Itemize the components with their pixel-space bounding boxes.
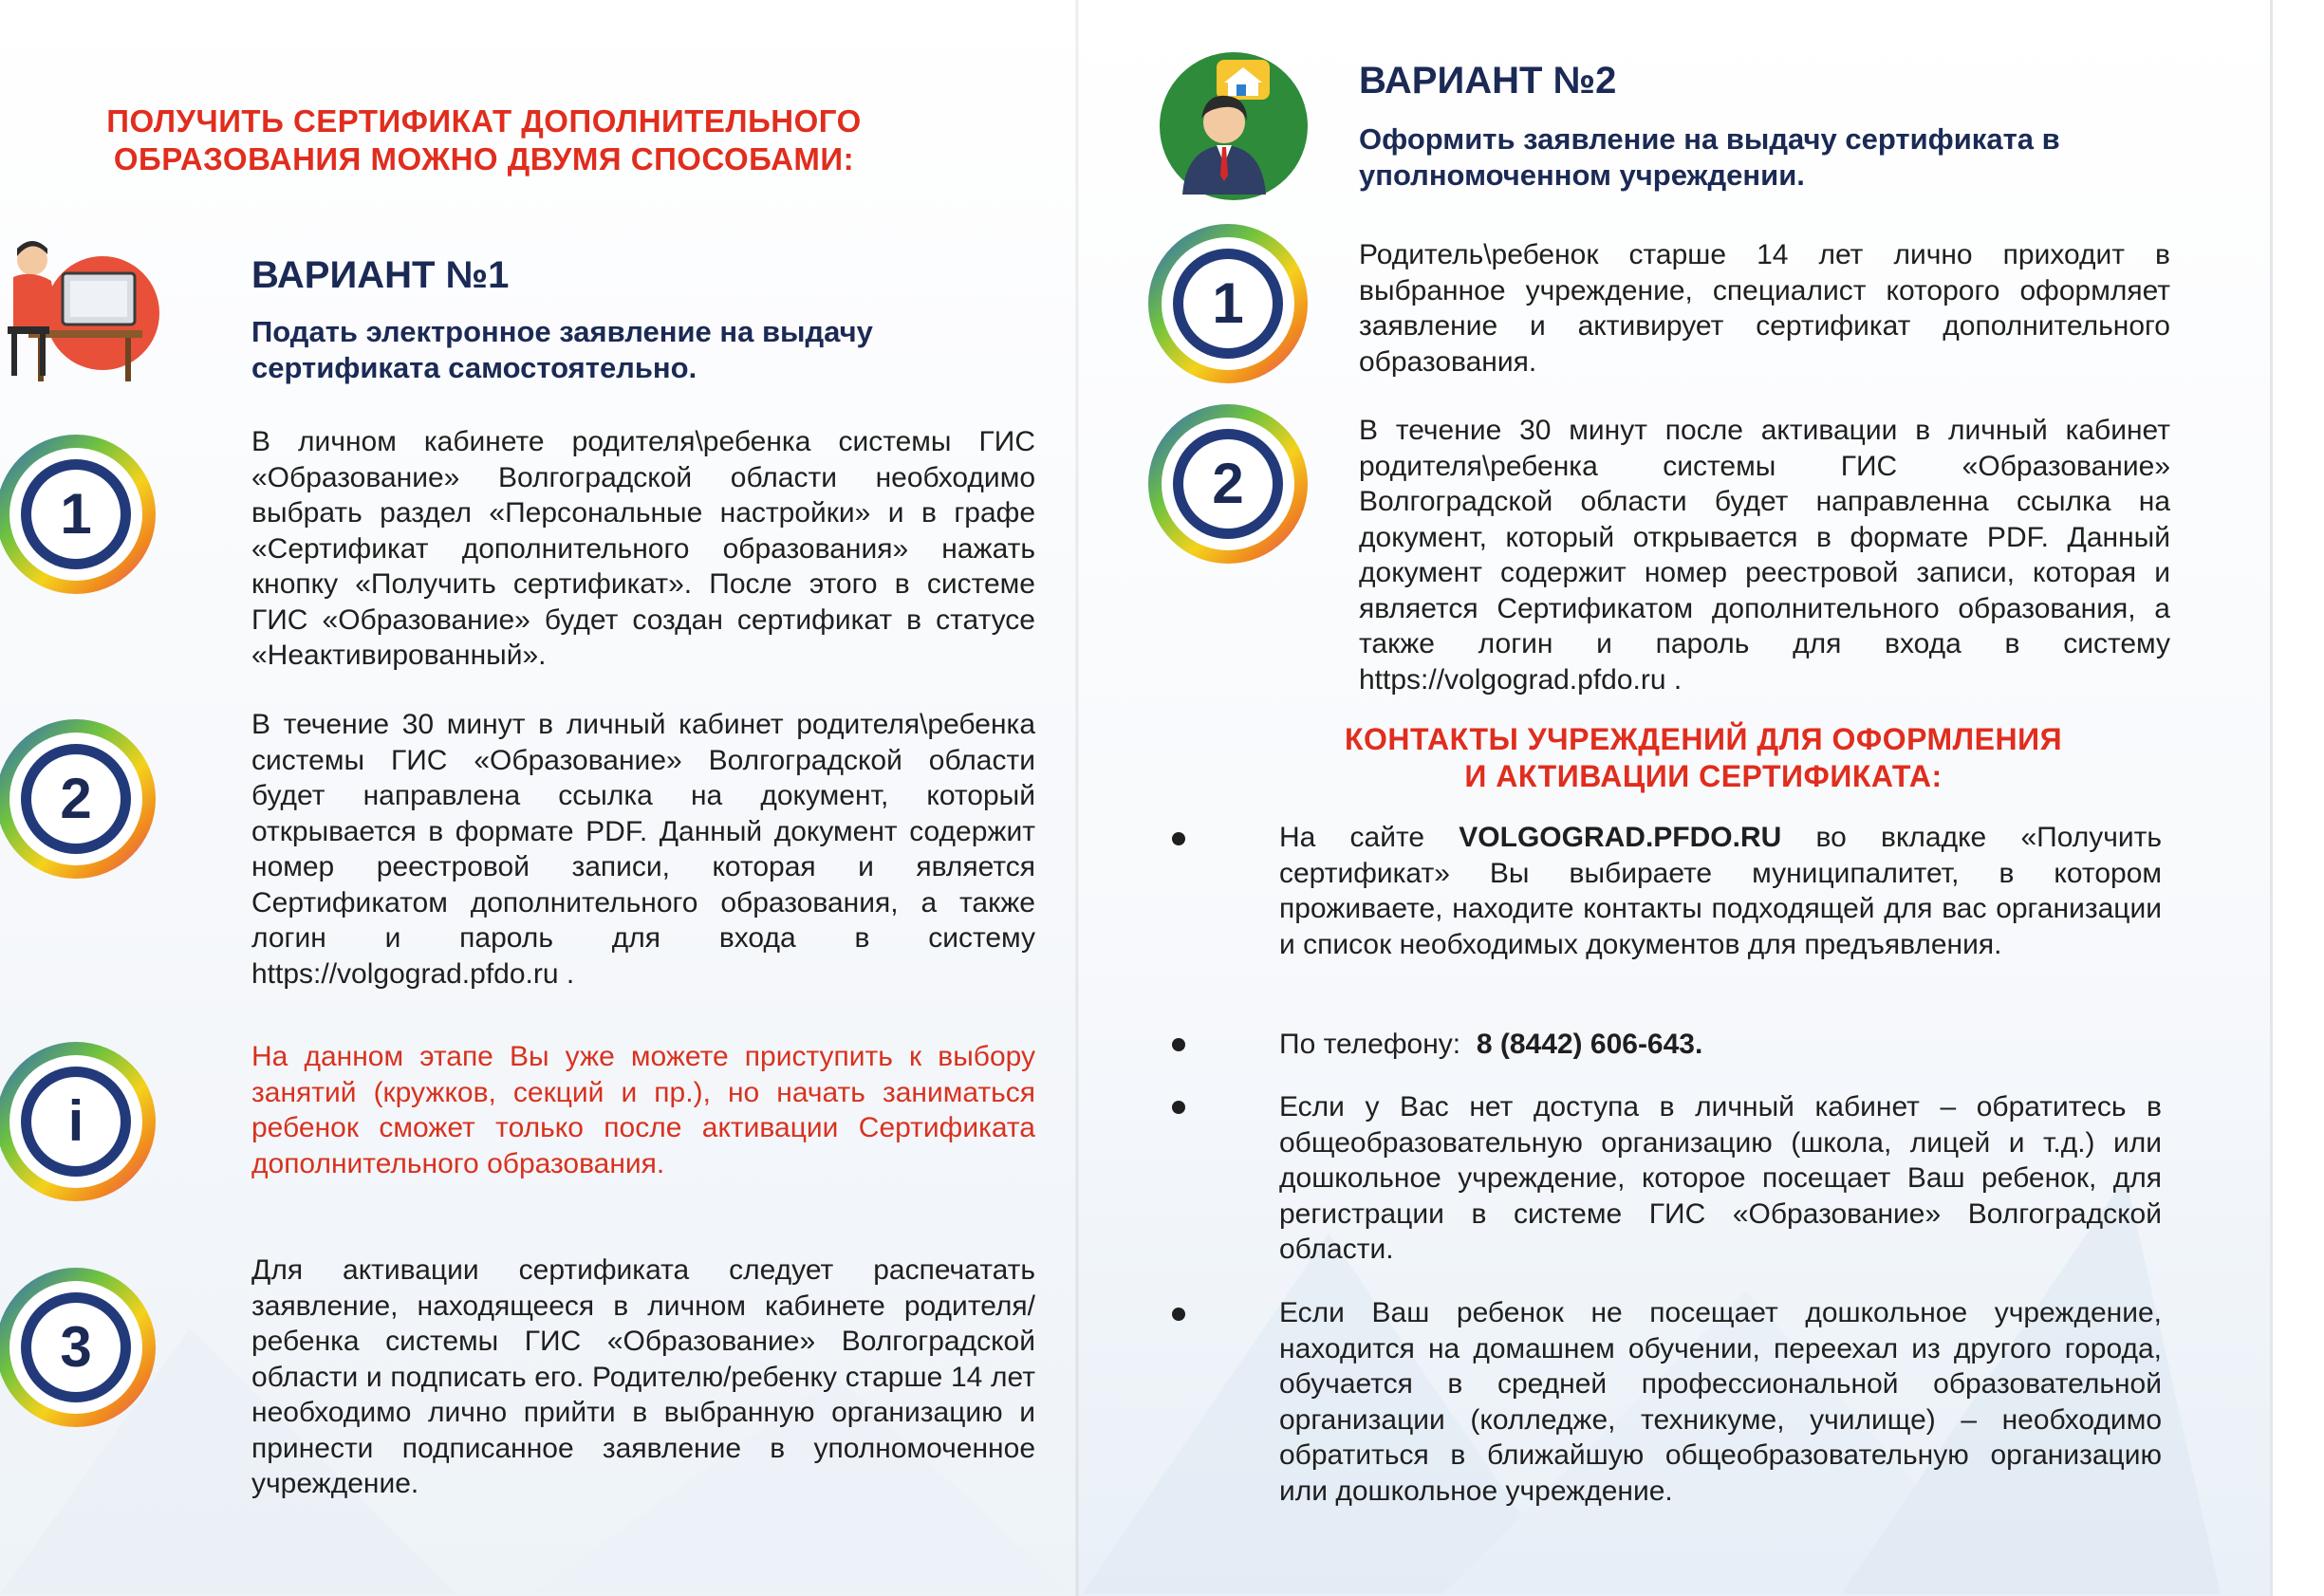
contact-website-item bbox=[1279, 820, 2162, 962]
page-edge bbox=[2270, 0, 2324, 1596]
left-heading-line-2: ОБРАЗОВАНИЯ МОЖНО ДВУМЯ СПОСОБАМИ: bbox=[113, 141, 855, 176]
step-3-icon bbox=[0, 1262, 161, 1433]
info-icon bbox=[0, 1036, 161, 1207]
left-step-3-text: Для активации сертификата следует распечатать заявление, находящееся в личном кабинете родителя/ребенка системы ГИС «Образование» Волгоградской области и подписать его. Родителю/ребенку старше 14 лет необходимо лично прийти в выбранную организацию и принести подписанное заявление в уполномоченное учреждение. bbox=[251, 1254, 1035, 1499]
contact-no-access-item: Если у Вас нет доступа в личный кабинет – обратитесь в общеобразовательную организацию (школа, лицей и т.д.) или дошкольное учреждение, которое посещает Ваш ребенок, для регистрации в системе ГИС «Образование» Волгоградской области. bbox=[1279, 1091, 2162, 1265]
contact-phone-label: По телефону: bbox=[1279, 1029, 1461, 1060]
left-step-1-text: В личном кабинете родителя\ребенка системы ГИС «Образование» Волгоградской области необходимо выбрать раздел «Персональные настройки» и в графе «Сертификат дополнительного образования» нажать кнопку «Получить сертификат». После этого в системе ГИС «Образование» будет создан сертификат в статусе «Неактивированный». bbox=[251, 426, 1035, 671]
bullet-dot bbox=[1172, 832, 1185, 845]
variant-1-subtitle: Подать электронное заявление на выдачу сертификата самостоятельно. bbox=[251, 315, 873, 384]
step-2-icon bbox=[0, 714, 161, 884]
left-heading bbox=[57, 102, 911, 178]
contact-not-attending-item: Если Ваш ребенок не посещает дошкольное учреждение, находится на домашнем обучении, переехал из другого города, обучается в средней профессиональной образовательной организации (колледже, техникуме, училище) – необходимо обратиться в ближайшую общеобразовательную организацию или дошкольное учреждение. bbox=[1279, 1297, 2162, 1507]
contact-website-link[interactable]: VOLGOGRAD.PFDO.RU bbox=[1459, 822, 1782, 853]
right-step-1-text: Родитель\ребенок старше 14 лет лично приходит в выбранное учреждение, специалист которого оформляет заявление и активирует сертификат дополнительного образования. bbox=[1359, 239, 2170, 378]
v2-step-1-icon bbox=[1143, 218, 1313, 389]
step-1-icon-label: 1 bbox=[60, 482, 92, 546]
variant-2-subtitle: Оформить заявление на выдачу сертификата в уполномоченном учреждении. bbox=[1359, 122, 2060, 192]
v2-step-1-icon-label: 1 bbox=[1212, 271, 1244, 335]
variant-1-title: ВАРИАНТ №1 bbox=[251, 254, 510, 296]
contact-phone-item bbox=[1279, 1027, 2162, 1063]
left-step-2-text: В течение 30 минут в личный кабинет родителя\ребенка системы ГИС «Образование» Волгоградской области будет направлена ссылка на документ, который открывается в формате PDF. Данный документ содержит номер реестровой записи, которая и является Сертификатом дополнительного образования, а также логин и пароль для входа в систему https://volgograd.pfdo.ru . bbox=[251, 709, 1035, 990]
contact-website-rest: во вкладке «Получить сертификат» Вы выбираете муниципалитет, в котором проживаете, находите контакты подходящей для вас организации и список необходимых документов для предъявления. bbox=[1279, 822, 2162, 960]
bullet-dot bbox=[1172, 1308, 1185, 1321]
bullet-dot bbox=[1172, 1101, 1185, 1114]
variant-2-title: ВАРИАНТ №2 bbox=[1359, 60, 1617, 102]
contact-website-prefix: На сайте bbox=[1279, 822, 1459, 853]
left-heading-line-1: ПОЛУЧИТЬ СЕРТИФИКАТ ДОПОЛНИТЕЛЬНОГО bbox=[106, 103, 862, 139]
step-1-icon bbox=[0, 429, 161, 600]
contacts-heading bbox=[1224, 721, 2183, 795]
v2-step-2-icon bbox=[1143, 399, 1313, 569]
step-2-icon-label: 2 bbox=[60, 767, 92, 830]
contact-phone-value: 8 (8442) 606-643. bbox=[1476, 1029, 1703, 1060]
step-3-icon-label: 3 bbox=[60, 1315, 92, 1379]
right-step-2-text: В течение 30 минут после активации в личный кабинет родителя\ребенка системы ГИС «Образование» Волгоградской области будет направленна ссылка на документ, который открывается в формате PDF. Данный документ содержит номер реестровой записи, которая и является Сертификатом дополнительного образования, а также логин и пароль для входа в систему https://volgograd.pfdo.ru . bbox=[1359, 415, 2170, 696]
computer-user-icon bbox=[0, 220, 171, 391]
bullet-dot bbox=[1172, 1038, 1185, 1051]
v2-step-2-icon-label: 2 bbox=[1212, 452, 1244, 515]
left-info-text: На данном этапе Вы уже можете приступить к выбору занятий (кружков, секций и пр.), но начать заниматься ребенок сможет только после активации Сертификата дополнительного образования. bbox=[251, 1041, 1035, 1179]
fold-line bbox=[1075, 0, 1079, 1596]
contacts-heading-line-2: И АКТИВАЦИИ СЕРТИФИКАТА: bbox=[1464, 759, 1943, 793]
info-icon-label: i bbox=[67, 1089, 84, 1153]
contacts-heading-line-1: КОНТАКТЫ УЧРЕЖДЕНИЙ ДЛЯ ОФОРМЛЕНИЯ bbox=[1344, 722, 2063, 756]
consultant-avatar-icon bbox=[1148, 43, 1319, 204]
